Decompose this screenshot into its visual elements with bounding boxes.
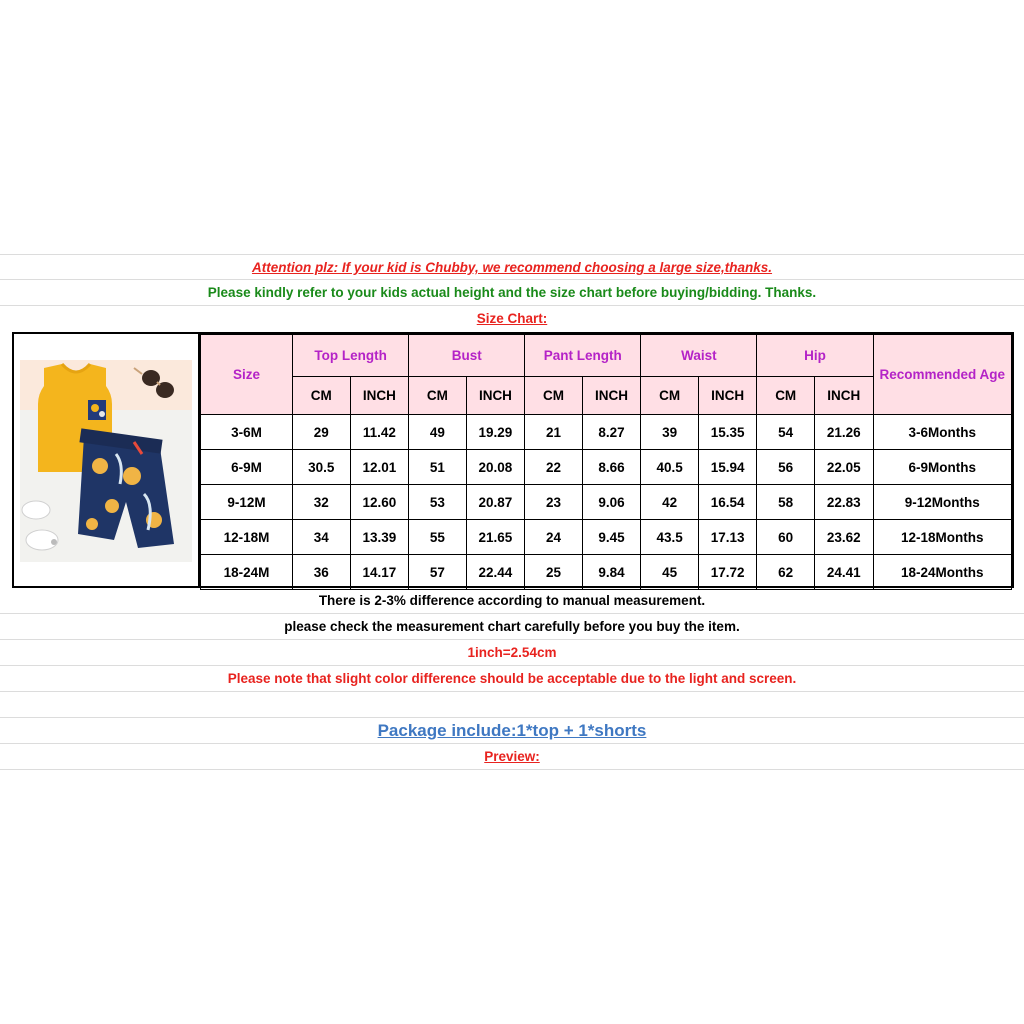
cell: 23.62: [814, 520, 873, 555]
cell: 9-12Months: [873, 485, 1011, 520]
unit-inch: INCH: [466, 377, 525, 415]
product-photo: [14, 334, 200, 586]
cell: 22: [525, 450, 582, 485]
unit-cm: CM: [409, 377, 466, 415]
blank-row: [0, 692, 1024, 718]
cell: 19.29: [466, 415, 525, 450]
preview-label: Preview:: [0, 744, 1024, 770]
cell: 17.72: [698, 555, 757, 590]
cell: 39: [641, 415, 699, 450]
cell: 25: [525, 555, 582, 590]
cell: 6-9M: [201, 450, 293, 485]
cell: 14.17: [350, 555, 409, 590]
header-bust: Bust: [409, 335, 525, 377]
unit-cm: CM: [641, 377, 699, 415]
difference-note: There is 2-3% difference according to manual measurement.: [0, 588, 1024, 614]
cell: 12-18Months: [873, 520, 1011, 555]
cell: 24: [525, 520, 582, 555]
cell: 49: [409, 415, 466, 450]
cell: 21: [525, 415, 582, 450]
table-row: [201, 485, 1012, 520]
cell: 9-12M: [201, 485, 293, 520]
cell: 24.41: [814, 555, 873, 590]
cell: 34: [293, 520, 351, 555]
cell: 22.44: [466, 555, 525, 590]
unit-inch: INCH: [698, 377, 757, 415]
cell: 15.94: [698, 450, 757, 485]
cell: 18-24M: [201, 555, 293, 590]
cell: 30.5: [293, 450, 351, 485]
header-waist: Waist: [641, 335, 757, 377]
cell: 16.54: [698, 485, 757, 520]
cell: 53: [409, 485, 466, 520]
table-row: [201, 450, 1012, 485]
cell: 11.42: [350, 415, 409, 450]
cell: 42: [641, 485, 699, 520]
unit-inch: INCH: [582, 377, 641, 415]
cell: 9.84: [582, 555, 641, 590]
cell: 15.35: [698, 415, 757, 450]
cell: 29: [293, 415, 351, 450]
cell: 56: [757, 450, 814, 485]
header-hip: Hip: [757, 335, 873, 377]
cell: 20.08: [466, 450, 525, 485]
size-chart-label: Size Chart:: [476, 311, 548, 326]
color-difference-note: Please note that slight color difference should be acceptable due to the light and screen.: [0, 666, 1024, 692]
cell: 21.26: [814, 415, 873, 450]
table-row: [201, 555, 1012, 590]
cell: 55: [409, 520, 466, 555]
cell: 62: [757, 555, 814, 590]
size-table: [200, 334, 1012, 590]
cell: 22.83: [814, 485, 873, 520]
cell: 8.66: [582, 450, 641, 485]
header-pant-length: Pant Length: [525, 335, 641, 377]
unit-inch: INCH: [350, 377, 409, 415]
header-size: Size: [201, 335, 293, 415]
cell: 58: [757, 485, 814, 520]
cell: 18-24Months: [873, 555, 1011, 590]
cell: 36: [293, 555, 351, 590]
cell: 40.5: [641, 450, 699, 485]
cell: 9.06: [582, 485, 641, 520]
size-chart: [12, 332, 1014, 588]
cell: 23: [525, 485, 582, 520]
cell: 43.5: [641, 520, 699, 555]
cell: 8.27: [582, 415, 641, 450]
cell: 17.13: [698, 520, 757, 555]
cell: 57: [409, 555, 466, 590]
cell: 3-6Months: [873, 415, 1011, 450]
unit-inch: INCH: [814, 377, 873, 415]
unit-cm: CM: [293, 377, 351, 415]
cell: 12-18M: [201, 520, 293, 555]
cell: 60: [757, 520, 814, 555]
table-row: [201, 415, 1012, 450]
cell: 6-9Months: [873, 450, 1011, 485]
table-row: [201, 520, 1012, 555]
header-top-length: Top Length: [293, 335, 409, 377]
cell: 51: [409, 450, 466, 485]
cell: 45: [641, 555, 699, 590]
refer-notice: Please kindly refer to your kids actual height and the size chart before buying/bidding. Thanks.: [0, 280, 1024, 306]
cell: 21.65: [466, 520, 525, 555]
cell: 12.01: [350, 450, 409, 485]
inch-conversion-note: 1inch=2.54cm: [0, 640, 1024, 666]
cell: 22.05: [814, 450, 873, 485]
check-note: please check the measurement chart carefully before you buy the item.: [0, 614, 1024, 640]
unit-cm: CM: [525, 377, 582, 415]
outfit-illustration: [14, 334, 198, 586]
header-recommended-age: Recommended Age: [873, 335, 1011, 415]
attention-notice: Attention plz: If your kid is Chubby, we recommend choosing a large size,thanks.: [0, 254, 1024, 280]
cell: 54: [757, 415, 814, 450]
unit-cm: CM: [757, 377, 814, 415]
cell: 3-6M: [201, 415, 293, 450]
cell: 9.45: [582, 520, 641, 555]
cell: 13.39: [350, 520, 409, 555]
package-include: Package include:1*top + 1*shorts: [0, 718, 1024, 744]
cell: 12.60: [350, 485, 409, 520]
cell: 20.87: [466, 485, 525, 520]
cell: 32: [293, 485, 351, 520]
